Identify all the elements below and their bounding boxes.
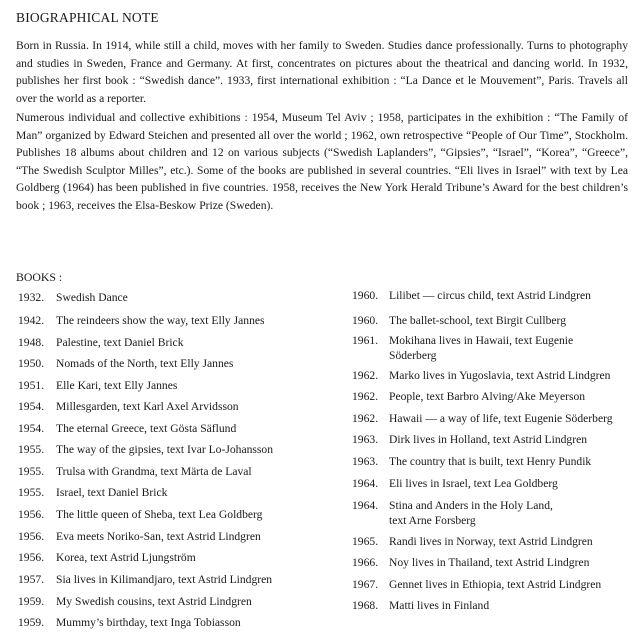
book-title: Mokihana lives in Hawaii, text Eugenie: [389, 334, 574, 347]
book-year: 1967.: [352, 578, 379, 591]
book-title: Eli lives in Israel, text Lea Goldberg: [389, 477, 558, 490]
book-year: 1964.: [352, 499, 379, 512]
book-title: Korea, text Astrid Ljungström: [56, 551, 196, 564]
book-year: 1962.: [352, 390, 379, 403]
book-title: Millesgarden, text Karl Axel Arvidsson: [56, 400, 239, 413]
book-title: Eva meets Noriko-San, text Astrid Lindgren: [56, 530, 261, 543]
book-title: Randi lives in Norway, text Astrid Lindgren: [389, 535, 593, 548]
book-title: The way of the gipsies, text Ivar Lo-Johansson: [56, 443, 274, 456]
book-title: Gennet lives in Ethiopia, text Astrid Lindgren: [389, 578, 602, 591]
book-year: 1955.: [18, 465, 45, 478]
book-year: 1960.: [352, 289, 379, 302]
book-year: 1956.: [18, 551, 45, 564]
book-title: Sia lives in Kilimandjaro, text Astrid Lindgren: [56, 573, 273, 586]
book-year: 1954.: [18, 400, 45, 413]
book-year: 1965.: [352, 535, 379, 548]
book-year: 1962.: [352, 412, 379, 425]
book-title: Trulsa with Grandma, text Märta de Laval: [56, 465, 252, 478]
book-year: 1942.: [18, 314, 45, 327]
book-title: The ballet-school, text Birgit Cullberg: [389, 314, 566, 327]
book-year: 1968.: [352, 599, 379, 612]
bio-heading: BIOGRAPHICAL NOTE: [16, 10, 159, 25]
book-title: Mummy’s birthday, text Inga Tobiasson: [56, 616, 241, 629]
book-title: Stina and Anders in the Holy Land,: [389, 499, 553, 512]
book-year: 1957.: [18, 573, 45, 586]
book-year: 1932.: [18, 291, 45, 304]
book-title-continued: Söderberg: [389, 349, 437, 362]
book-year: 1959.: [18, 616, 45, 629]
book-title: The eternal Greece, text Gösta Säflund: [56, 422, 237, 435]
book-year: 1954.: [18, 422, 45, 435]
book-title: The reindeers show the way, text Elly Jannes: [56, 314, 265, 327]
book-year: 1961.: [352, 334, 379, 347]
book-year: 1955.: [18, 486, 45, 499]
book-year: 1955.: [18, 443, 45, 456]
book-title: The little queen of Sheba, text Lea Goldberg: [56, 508, 263, 521]
book-year: 1956.: [18, 530, 45, 543]
book-title: Marko lives in Yugoslavia, text Astrid Lindgren: [389, 369, 611, 382]
book-title: Israel, text Daniel Brick: [56, 486, 168, 499]
book-title: People, text Barbro Alving/Ake Meyerson: [389, 390, 586, 403]
book-year: 1948.: [18, 336, 45, 349]
book-year: 1963.: [352, 433, 379, 446]
book-title: Hawaii — a way of life, text Eugenie Söderberg: [389, 412, 613, 425]
book-year: 1962.: [352, 369, 379, 382]
book-year: 1951.: [18, 379, 45, 392]
book-year: 1963.: [352, 455, 379, 468]
book-year: 1966.: [352, 556, 379, 569]
book-title: Matti lives in Finland: [389, 599, 490, 612]
bio-paragraph-2: Numerous individual and collective exhibitions : 1954, Museum Tel Aviv ; 1958, participates in the exhibition : “The Family of Man” organized by Edward Steichen and presented all over the world ; 1962, own retrospective “People of Our Time”, Stockholm. Publishes 18 albums about children and 12 on various subjects (“Swedish Laplanders”, “Gipsies”, “Israel”, “Korea”, “Greece”, “The Swedish Sculptor Milles”, etc.). Some of the books are published in several countries. “Eli lives in Israel” with text by Lea Goldberg (1964) has been published in five countries. 1958, receives the New York Herald Tribune’s Award for the best children’s book ; 1963, receives the Elsa-Beskow Prize (Sweden).: [16, 111, 628, 212]
book-title: Palestine, text Daniel Brick: [56, 336, 184, 349]
bio-paragraph-1: Born in Russia. In 1914, while still a child, moves with her family to Sweden. Studies dance professionally. Turns to photography and studies in Sweden, France and Germany. At first, concentrates on pictures about the theatrical and dancing world. In 1932, publishes her first book : “Swedish dance”. 1933, first international exhibition : “La Dance et le Mouvement”, Paris. Travels all over the world as a reporter.: [16, 39, 628, 105]
book-year: 1959.: [18, 595, 45, 608]
book-year: 1950.: [18, 357, 45, 370]
book-year: 1964.: [352, 477, 379, 490]
book-title: My Swedish cousins, text Astrid Lindgren: [56, 595, 252, 608]
book-title: Elle Kari, text Elly Jannes: [56, 379, 178, 392]
book-year: 1956.: [18, 508, 45, 521]
book-title: The country that is built, text Henry Pundik: [389, 455, 592, 468]
book-title: Swedish Dance: [56, 291, 128, 304]
book-title: Nomads of the North, text Elly Jannes: [56, 357, 234, 370]
book-title-continued: text Arne Forsberg: [389, 514, 476, 527]
book-title: Lilibet — circus child, text Astrid Lindgren: [389, 289, 591, 302]
books-heading: BOOKS :: [16, 270, 63, 284]
book-title: Dirk lives in Holland, text Astrid Lindgren: [389, 433, 588, 446]
book-title: Noy lives in Thailand, text Astrid Lindgren: [389, 556, 590, 569]
book-year: 1960.: [352, 314, 379, 327]
